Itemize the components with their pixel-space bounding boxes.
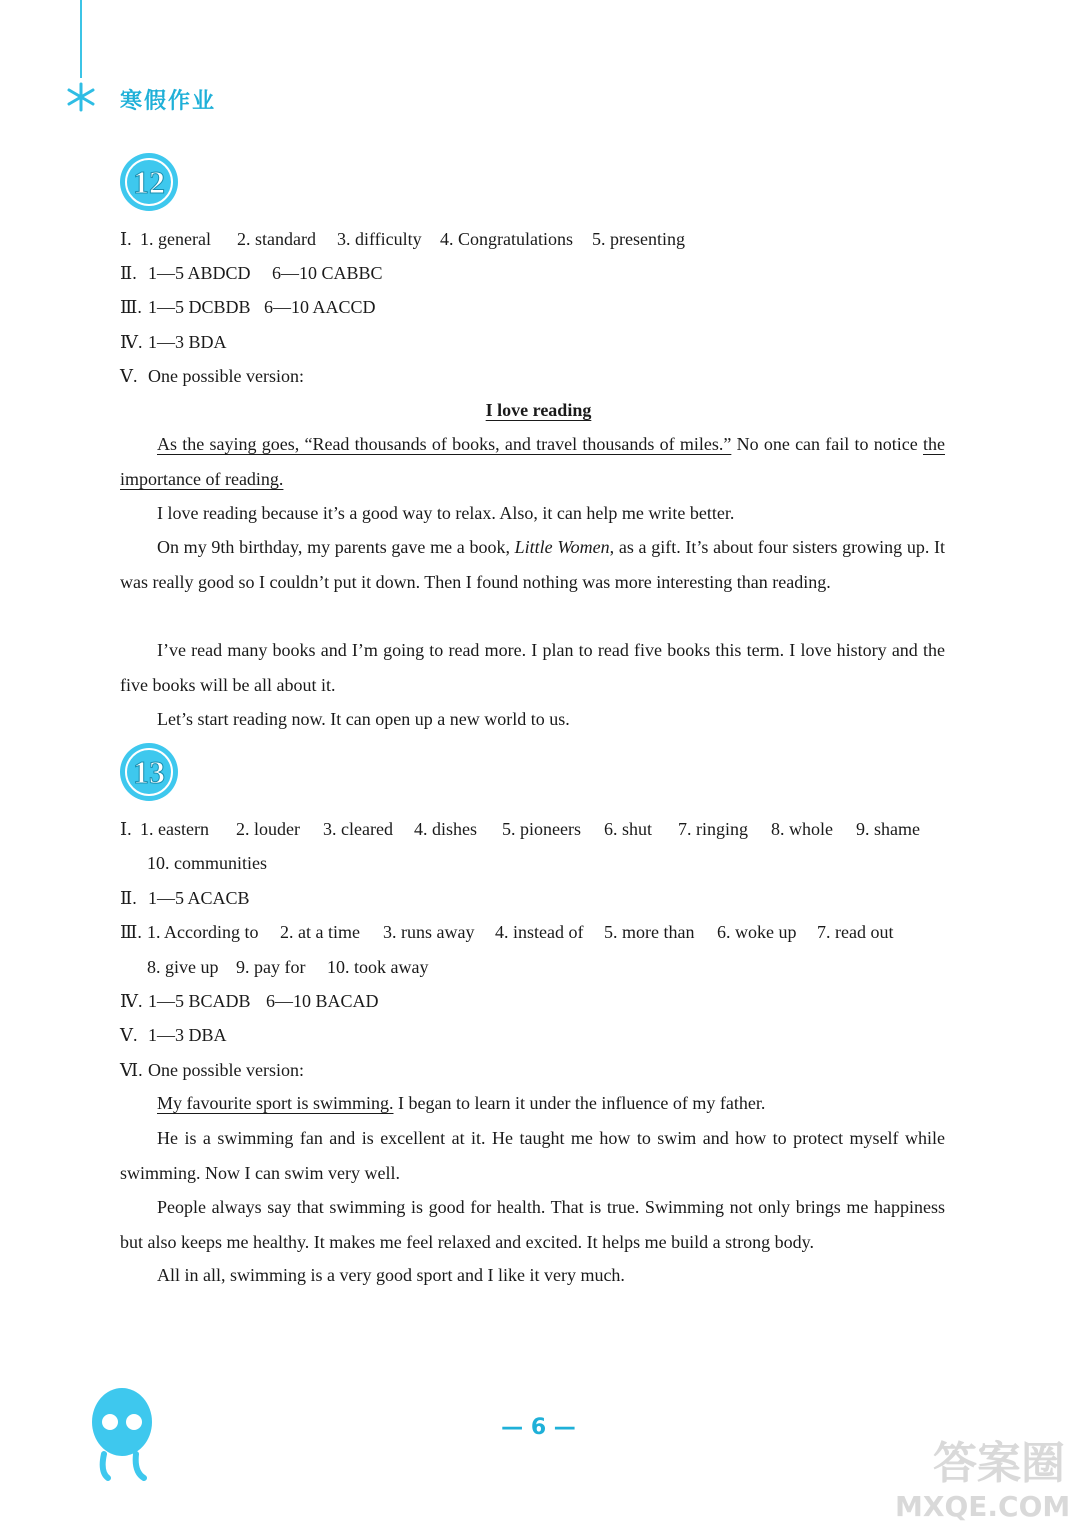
answer: 1—3 BDA <box>148 332 227 352</box>
answer: 4. Congratulations <box>440 229 573 249</box>
text: People always say that swimming is good for health. That is true. Swimming not only brings me happiness but also keeps me healthy. It makes me feel relaxed and excited. It helps me build a strong body. <box>120 1197 945 1252</box>
text: On my 9th birthday, my parents gave me a book, <box>157 537 515 557</box>
text: He is a swimming fan and is excellent at it. He taught me how to swim and how to protect myself while swimming. Now I can swim very well. <box>120 1128 945 1183</box>
watermark <box>895 1438 1071 1528</box>
answer: 3. cleared <box>323 819 393 839</box>
essay-title: I love reading <box>485 400 592 420</box>
answer: 10. took away <box>327 957 429 977</box>
q-label: Ⅱ. <box>120 888 137 908</box>
answer: 1—3 DBA <box>148 1025 227 1045</box>
underlined-sentence: the importance of reading. <box>120 434 945 489</box>
header-title: 寒假作业 <box>120 89 217 114</box>
answer: 6—10 AACCD <box>264 297 376 317</box>
answer: 3. difficulty <box>337 229 422 249</box>
text: No one can fail to notice <box>731 434 923 454</box>
answer: 6. shut <box>604 819 653 839</box>
section-number: 12 <box>133 164 165 200</box>
section-12-badge <box>119 152 179 212</box>
q-label: Ⅵ. <box>120 1060 143 1080</box>
answer: One possible version: <box>148 1060 304 1080</box>
answer: 4. dishes <box>414 819 477 839</box>
s13-q1-line2 <box>147 852 267 874</box>
q-label: Ⅴ. <box>120 366 138 386</box>
answer: 10. communities <box>147 853 267 873</box>
q-label: Ⅲ. <box>120 922 142 942</box>
s13-essay-p4 <box>120 1258 945 1293</box>
answer: 2. louder <box>236 819 300 839</box>
q-label: Ⅳ. <box>120 991 143 1011</box>
s13-essay-p3 <box>120 1190 945 1259</box>
answer: 5. more than <box>604 922 695 942</box>
s12-essay-p5 <box>120 702 945 737</box>
text: , as a gift. It’s about four sisters growing up. It was really good so I couldn’t put it down. Then I found nothing was more interesting than reading. <box>120 537 945 592</box>
s12-essay-p3 <box>120 530 945 599</box>
s13-essay-p2 <box>120 1121 945 1190</box>
answer: 9. pay for <box>236 957 306 977</box>
section-13-badge <box>119 742 179 802</box>
answer: 3. runs away <box>383 922 475 942</box>
s12-essay-p1 <box>120 427 945 496</box>
answer: 1—5 ABDCD <box>148 263 251 283</box>
watermark-text: 答案圈 <box>933 1438 1065 1489</box>
q-label: Ⅱ. <box>120 263 137 283</box>
q-label: Ⅳ. <box>120 332 143 352</box>
answer: 2. at a time <box>280 922 360 942</box>
answer: 6—10 CABBC <box>272 263 383 283</box>
answer: 6—10 BACAD <box>266 991 379 1011</box>
underlined-sentence: As the saying goes, “Read thousands of books, and travel thousands of miles.” <box>157 434 732 454</box>
answer: 8. whole <box>771 819 833 839</box>
s12-essay-p4 <box>120 633 945 702</box>
answer: 7. ringing <box>678 819 748 839</box>
answer: 9. shame <box>856 819 920 839</box>
answer: 8. give up <box>147 957 219 977</box>
s13-essay-p1 <box>120 1086 945 1121</box>
answer: 4. instead of <box>495 922 584 942</box>
text: All in all, swimming is a very good sport and I like it very much. <box>157 1265 625 1285</box>
answer: 1—5 BCADB <box>148 991 251 1011</box>
section-number: 13 <box>133 754 165 790</box>
answer: 2. standard <box>237 229 316 249</box>
q-label: Ⅲ. <box>120 297 142 317</box>
answer: 5. presenting <box>592 229 685 249</box>
answer: 1. According to <box>147 922 259 942</box>
answer: 5. pioneers <box>502 819 581 839</box>
page-number: — 6 — <box>501 1415 576 1440</box>
answer: One possible version: <box>148 366 304 386</box>
text: I’ve read many books and I’m going to read more. I plan to read five books this term. I love history and the five books will be all about it. <box>120 640 945 695</box>
q-label: Ⅰ. <box>120 819 132 839</box>
answer: 1—5 DCBDB <box>148 297 251 317</box>
s12-essay-p2 <box>120 496 945 531</box>
underlined-sentence: My favourite sport is swimming. <box>157 1093 394 1113</box>
snowflake-icon <box>66 82 96 112</box>
text: I began to learn it under the influence of my father. <box>393 1093 766 1113</box>
text: Let’s start reading now. It can open up a new world to us. <box>157 709 570 729</box>
answer: 1. general <box>140 229 211 249</box>
watermark-url: MXQE.COM <box>895 1490 1071 1523</box>
q-label: Ⅴ. <box>120 1025 138 1045</box>
header-rule <box>80 0 82 78</box>
answer: 6. woke up <box>717 922 797 942</box>
answer: 1—5 ACACB <box>148 888 250 908</box>
text: I love reading because it’s a good way to relax. Also, it can help me write better. <box>157 503 735 523</box>
book-title: Little Women <box>514 537 610 557</box>
answer: 1. eastern <box>140 819 209 839</box>
answer: 7. read out <box>817 922 894 942</box>
q-label: Ⅰ. <box>120 229 132 249</box>
